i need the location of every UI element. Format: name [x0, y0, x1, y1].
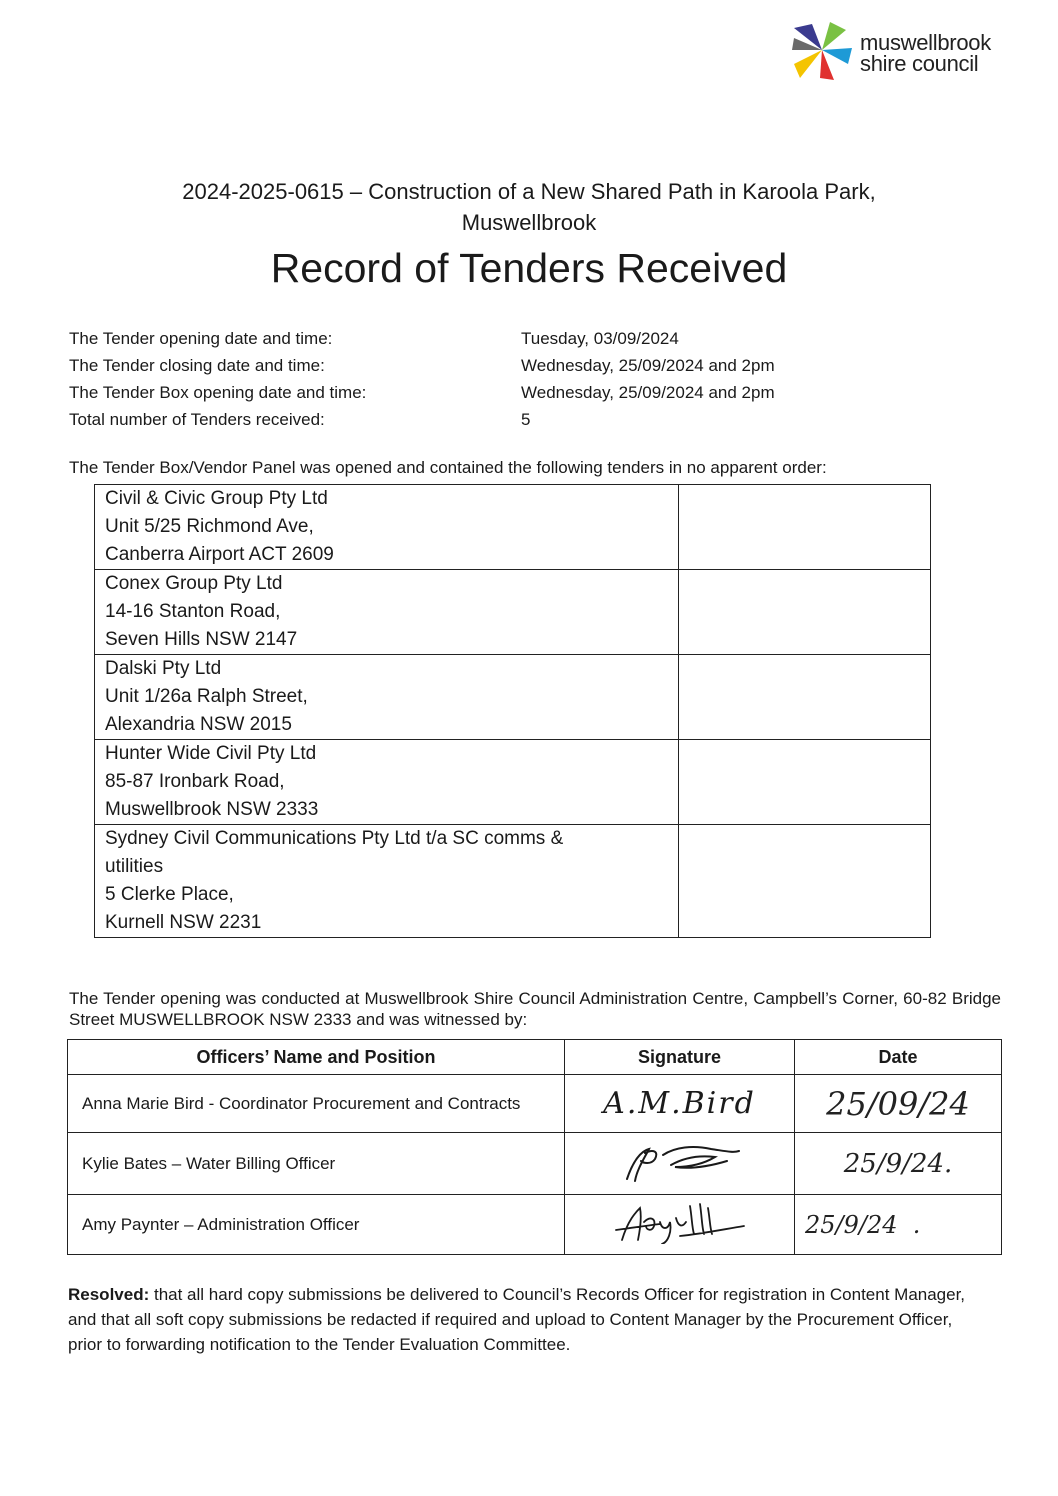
council-logo — [790, 20, 1030, 84]
officers-table — [67, 1039, 1002, 1255]
blank-cell — [679, 485, 931, 570]
officer-name: Amy Paynter – Administration Officer — [68, 1195, 565, 1255]
tender-cell — [95, 655, 679, 740]
column-header: Signature — [565, 1040, 795, 1075]
date-text: 25/09/24 — [826, 1084, 970, 1123]
info-value: 5 — [521, 410, 531, 429]
tender-cell — [95, 570, 679, 655]
tender-line: Unit 1/26a Ralph Street, — [105, 686, 308, 707]
signature-text: A.M.Bird — [603, 1086, 756, 1121]
tender-subtitle — [0, 176, 1058, 238]
officer-name: Anna Marie Bird - Coordinator Procurement and Contracts — [68, 1075, 565, 1133]
table-row — [95, 825, 931, 938]
info-label: Total number of Tenders received: — [69, 410, 325, 429]
tender-line: Seven Hills NSW 2147 — [105, 629, 298, 650]
column-header: Officers’ Name and Position — [68, 1040, 565, 1075]
table-row — [68, 1075, 1002, 1133]
tender-box-intro: The Tender Box/Vendor Panel was opened and contained the following tenders in no apparent order: — [69, 458, 827, 477]
table-header-row — [68, 1040, 1002, 1075]
tender-cell — [95, 740, 679, 825]
tender-line: Canberra Airport ACT 2609 — [105, 544, 334, 565]
resolved-paragraph — [68, 1282, 988, 1357]
info-label: The Tender closing date and time: — [69, 356, 325, 375]
info-label: The Tender opening date and time: — [69, 329, 333, 348]
signature-scribble — [610, 1200, 750, 1244]
tender-line: Alexandria NSW 2015 — [105, 714, 292, 735]
table-row — [95, 740, 931, 825]
info-label: The Tender Box opening date and time: — [69, 383, 367, 402]
date-cell — [795, 1075, 1002, 1133]
info-value: Wednesday, 25/09/2024 and 2pm — [521, 383, 775, 402]
tender-line: 5 Clerke Place, — [105, 884, 234, 905]
resolved-text: that all hard copy submissions be delivered to Council’s Records Officer for registration in Content Manager, and that all soft copy submissions be redacted if required and upload to Content Manager by the Procurement Officer, prior to forwarding notification to the Tender Evaluation Committee. — [68, 1285, 966, 1354]
table-row — [68, 1195, 1002, 1255]
officer-name: Kylie Bates – Water Billing Officer — [68, 1133, 565, 1195]
tender-line: Hunter Wide Civil Pty Ltd — [105, 743, 317, 764]
tender-line: 14-16 Stanton Road, — [105, 601, 281, 622]
page-title: Record of Tenders Received — [270, 245, 788, 291]
table-row — [95, 655, 931, 740]
subtitle-line-2: Muswellbrook — [461, 210, 597, 235]
signature-cell — [565, 1195, 795, 1255]
tender-cell — [95, 485, 679, 570]
date-cell — [795, 1195, 1002, 1255]
logo-line-1: muswellbrook — [860, 30, 991, 55]
tender-line: Dalski Pty Ltd — [105, 658, 222, 679]
tender-cell — [95, 825, 679, 938]
signature-cell — [565, 1133, 795, 1195]
blank-cell — [679, 740, 931, 825]
blank-cell — [679, 655, 931, 740]
tender-line: Unit 5/25 Richmond Ave, — [105, 516, 314, 537]
table-row — [68, 1133, 1002, 1195]
tender-line: 85-87 Ironbark Road, — [105, 771, 285, 792]
tender-line: Sydney Civil Communications Pty Ltd t/a SC comms & — [105, 828, 564, 849]
signature-cell — [565, 1075, 795, 1133]
tender-line: Muswellbrook NSW 2333 — [105, 799, 319, 820]
subtitle-line-1: 2024-2025-0615 – Construction of a New Shared Path in Karoola Park, — [182, 179, 876, 204]
blank-cell — [679, 570, 931, 655]
table-row — [95, 485, 931, 570]
table-row — [95, 570, 931, 655]
council-logo-icon — [790, 20, 854, 84]
blank-cell — [679, 825, 931, 938]
signature-scribble — [615, 1139, 745, 1183]
tender-line: utilities — [105, 856, 164, 877]
date-text: 25/9/24 . — [805, 1210, 921, 1239]
logo-line-2: shire council — [860, 51, 979, 76]
resolved-label: Resolved: — [68, 1285, 150, 1304]
witness-paragraph: The Tender opening was conducted at Muswellbrook Shire Council Administration Centre, Campbell’s Corner, 60-82 Bridge Street MUSWELLBROOK NSW 2333 and was witnessed by: — [69, 989, 1001, 1029]
info-value: Wednesday, 25/09/2024 and 2pm — [521, 356, 775, 375]
column-header: Date — [795, 1040, 1002, 1075]
tender-line: Kurnell NSW 2231 — [105, 912, 262, 933]
tender-line: Conex Group Pty Ltd — [105, 573, 283, 594]
info-value: Tuesday, 03/09/2024 — [521, 329, 679, 348]
tender-line: Civil & Civic Group Pty Ltd — [105, 488, 328, 509]
tenders-table — [94, 484, 931, 938]
date-text: 25/9/24. — [843, 1148, 953, 1179]
date-cell — [795, 1133, 1002, 1195]
